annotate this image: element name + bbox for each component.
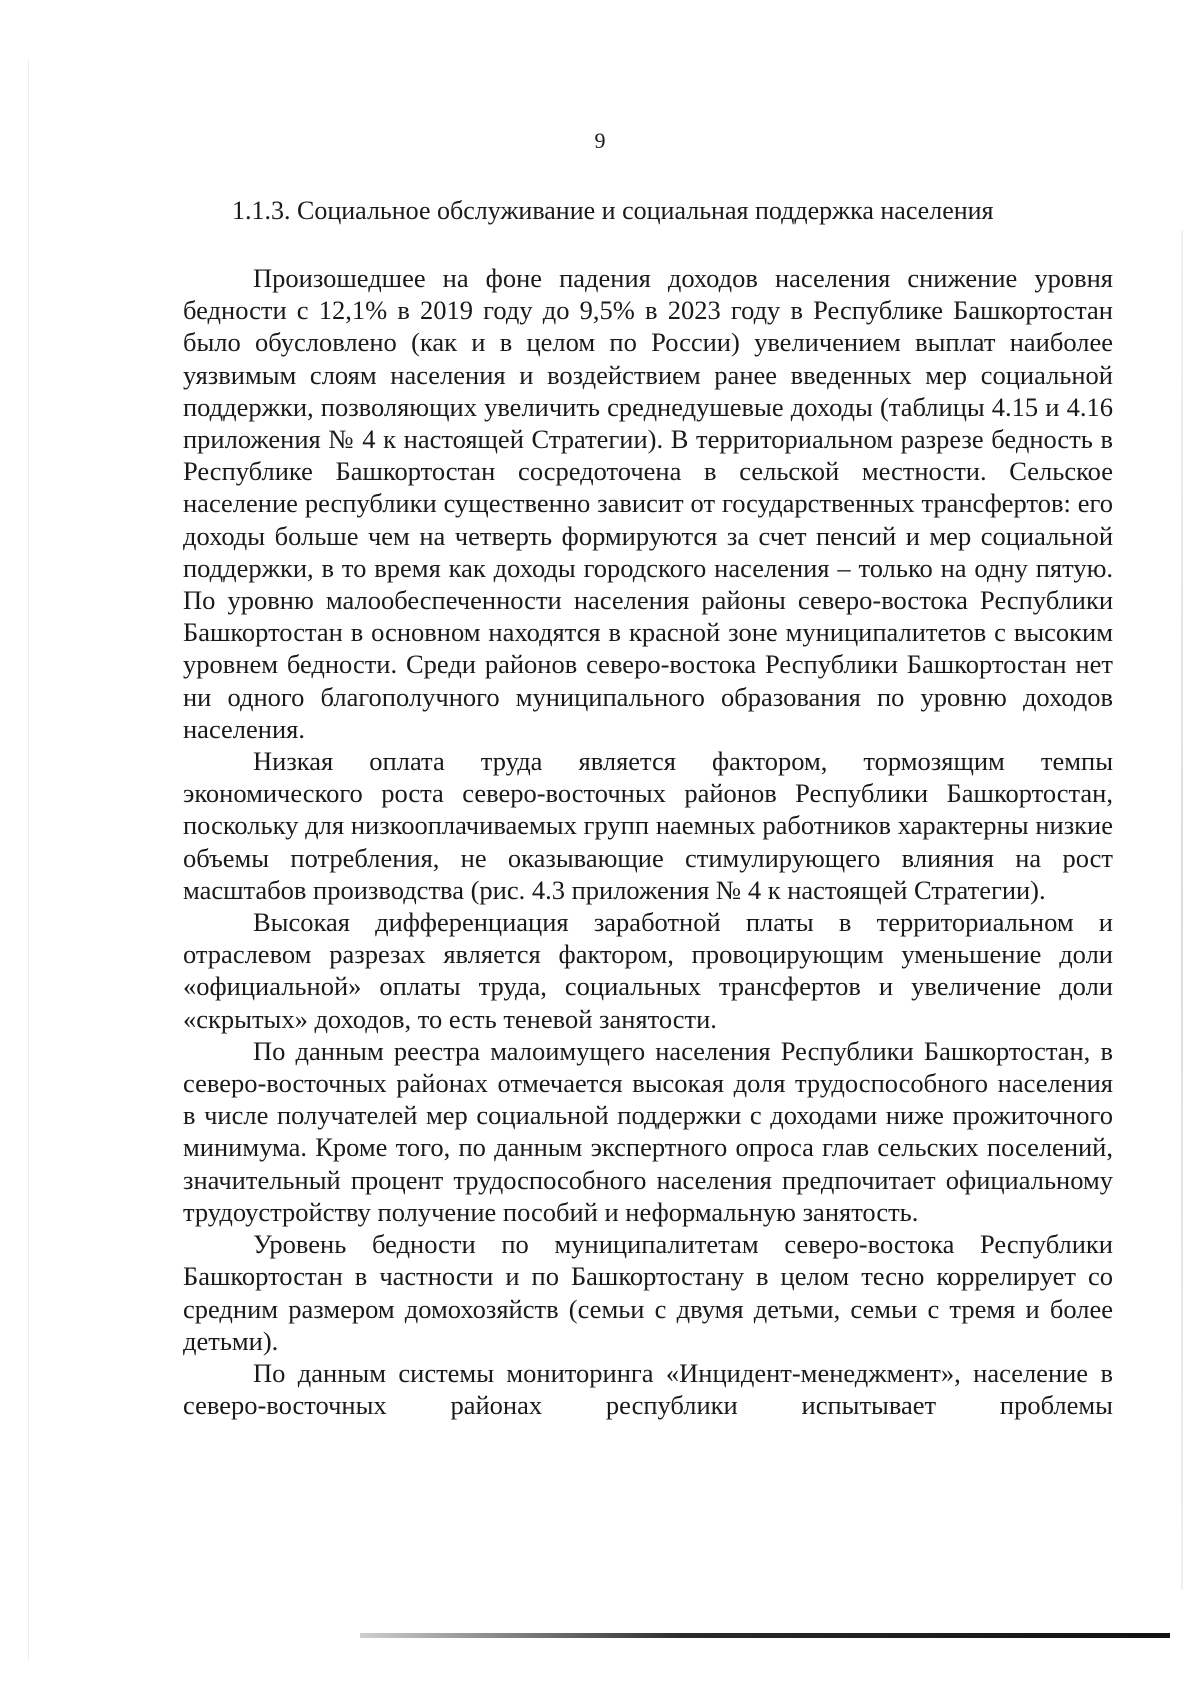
paragraph-poverty-level: Произошедшее на фоне падения доходов населения снижение уровня бедности с 12,1% в 2019 году до 9,5% в 2023 году в Республике Башкортостан было обусловлено (как и в целом по России) увеличением выплат наиболее уязвимым слоям населения и воздействием ранее введенных мер социальной поддержки, позволяющих увеличить среднедушевые доходы (таблицы 4.15 и 4.16 приложения № 4 к настоящей Стратегии). В территориальном разрезе бедность в Республике Башкортостан сосредоточена в сельской местности. Сельское население республики существенно зависит от государственных трансфертов: его доходы больше чем на четверть формируются за счет пенсий и мер социальной поддержки, в то время как доходы городского населения – только на одну пятую. По уровню малообеспеченности населения районы северо-востока Республики Башкортостан в основном находятся в красной зоне муниципалитетов с высоким уровнем бедности. Среди районов северо-востока Республики Башкортостан нет ни одного благополучного муниципального образования по уровню доходов населения. [183, 263, 1113, 744]
paragraph-low-wages: Низкая оплата труда является фактором, тормозящим темпы экономического роста северо-восточных районов Республики Башкортостан, поскольку для низкооплачиваемых групп наемных работников характерны низкие объемы потребления, не оказывающие стимулирующего влияния на рост масштабов производства (рис. 4.3 приложения № 4 к настоящей Стратегии). [183, 746, 1113, 905]
scan-edge-shadow [1181, 230, 1183, 1590]
document-body [183, 262, 1113, 1421]
paragraph-incident-monitoring: По данным системы мониторинга «Инцидент-менеджмент», население в северо-восточных районах республики испытывает проблемы [183, 1357, 1113, 1421]
scan-bottom-edge [360, 1633, 1170, 1638]
paragraph-household-size: Уровень бедности по муниципалитетам северо-востока Республики Башкортостан в частности и по Башкортостану в целом тесно коррелирует со средним размером домохозяйств (семьи с двумя детьми, семьи с тремя и более детьми). [183, 1229, 1113, 1356]
section-heading: 1.1.3. Социальное обслуживание и социальная поддержка населения [232, 196, 994, 225]
page-number: 9 [594, 128, 606, 153]
paragraph-low-income-registry: По данным реестра малоимущего населения Республики Башкортостан, в северо-восточных районах отмечается высокая доля трудоспособного населения в числе получателей мер социальной поддержки с доходами ниже прожиточного минимума. Кроме того, по данным экспертного опроса глав сельских поселений, значительный процент трудоспособного населения предпочитает официальному трудоустройству получение пособий и неформальную занятость. [183, 1035, 1113, 1227]
scan-margin-shadow [28, 60, 29, 1660]
paragraph-wage-differentiation: Высокая дифференциация заработной платы в территориальном и отраслевом разрезах является фактором, провоцирующим уменьшение доли «официальной» оплаты труда, социальных трансфертов и увеличение доли «скрытых» доходов, то есть теневой занятости. [183, 907, 1113, 1034]
